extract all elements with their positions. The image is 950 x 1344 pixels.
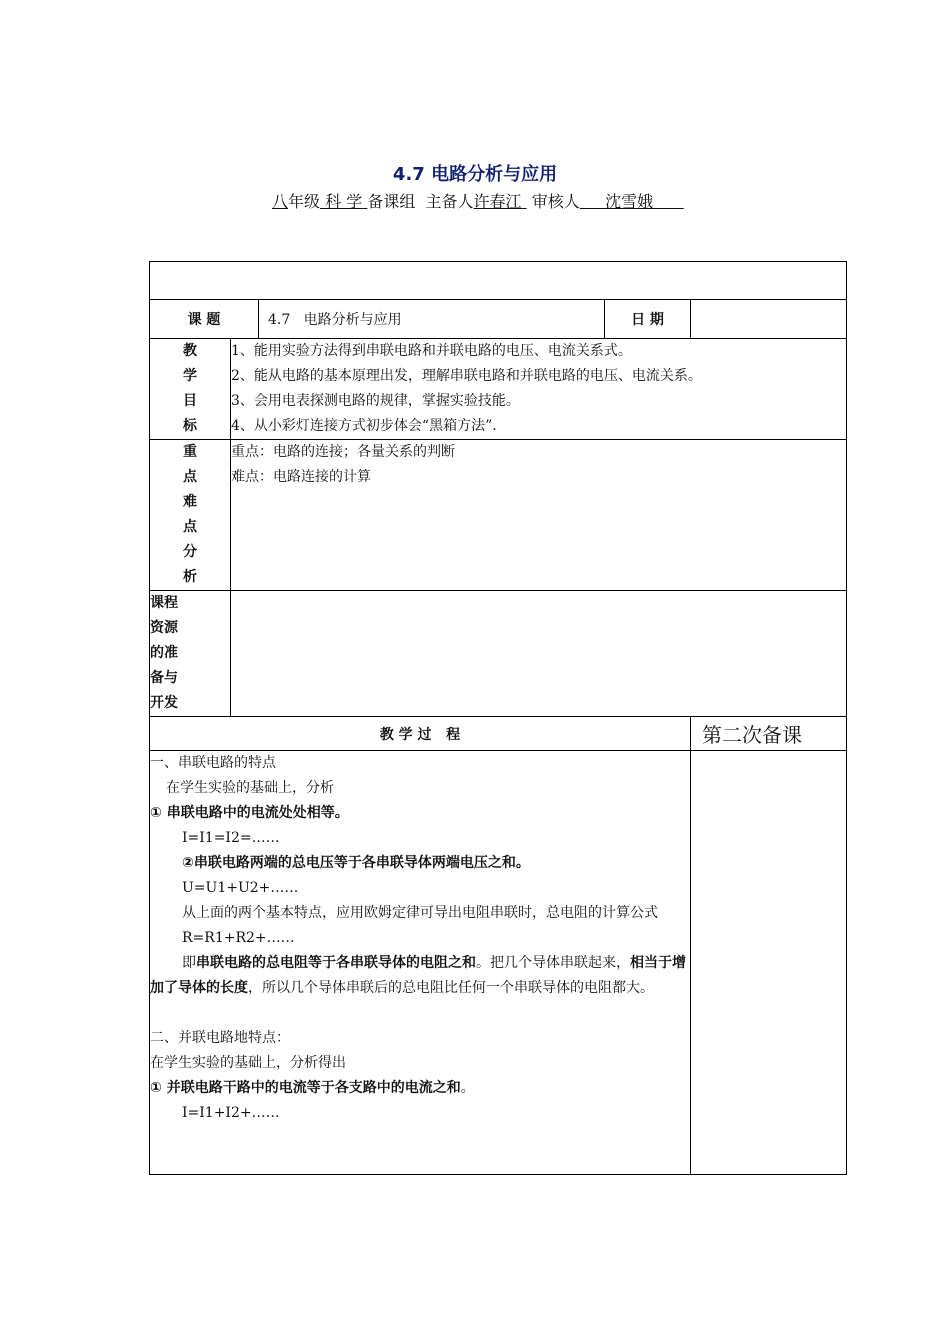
goal-item: 4、从小彩灯连接方式初步体会“黑箱方法”. [231,418,497,434]
formula: I=I1+I2+…… [182,1105,280,1121]
topic-label: 课 题 [150,300,259,339]
resources-label: 课程 资源 的准 备与 开发 [150,591,231,717]
section-title: 二、并联电路地特点： [150,1030,290,1046]
key-rule: ②串联电路两端的总电压等于各串联导体两端电压之和。 [182,855,530,871]
formula: I=I1=I2=…… [182,830,280,846]
lesson-plan-table [149,261,847,1175]
group-suffix: 备课组 [367,192,416,211]
preparer-label: 主备人 [425,192,474,211]
key-points [231,440,847,591]
date-value [691,300,847,339]
key-point-item: 重点：电路的连接；各量关系的判断 [231,444,455,460]
formula: U=U1+U2+…… [182,880,299,896]
goals-label: 教 学 目 标 [150,339,231,440]
second-prep-content [691,751,847,1175]
document-subtitle [272,189,684,212]
reviewer-name: 沈雪娥 [605,192,654,211]
blank-top-row [150,262,847,300]
resources-content [231,591,847,717]
grade-value: 八 [272,192,289,211]
spacer [150,1001,690,1026]
document-title: 4.7 电路分析与应用 [392,164,558,185]
conclusion-paragraph: 即串联电路的总电阻等于各串联导体的电阻之和。把几个导体串联起来，相当于增加了导体的长度，所以几个导体串联后的总电阻比任何一个串联导体的电阻都大。 [150,955,686,996]
teaching-process-header: 教 学 过 程 [150,717,691,751]
paragraph: 从上面的两个基本特点，应用欧姆定律可导出电阻串联时，总电阻的计算公式 [182,905,658,921]
goal-item: 2、能从电路的基本原理出发，理解串联电路和并联电路的电压、电流关系。 [231,368,702,384]
goal-item: 3、会用电表探测电路的规律，掌握实验技能。 [231,393,520,409]
subject-value: 科 学 [325,192,363,211]
goals-list [231,339,847,440]
second-prep-header: 第二次备课 [691,717,847,751]
teaching-process-content [150,751,691,1175]
section-title: 一、串联电路的特点 [150,755,276,771]
key-rule: ① 串联电路中的电流处处相等。 [150,805,349,821]
goal-item: 1、能用实验方法得到串联电路和并联电路的电压、电流关系式。 [231,343,632,359]
key-points-label: 重 点 难 点 分 析 [150,440,231,591]
grade-suffix: 年级 [288,192,321,211]
date-label: 日 期 [605,300,691,339]
preparer-name: 许春江 [473,192,522,211]
key-rule: ① 并联电路干路中的电流等于各支路中的电流之和。 [150,1080,475,1096]
paragraph: 在学生实验的基础上，分析得出 [150,1055,346,1071]
paragraph: 在学生实验的基础上，分析 [166,780,334,796]
key-point-item: 难点：电路连接的计算 [231,469,371,485]
reviewer-label: 审核人 [531,192,580,211]
formula: R=R1+R2+…… [182,930,295,946]
topic-value: 4.7 电路分析与应用 [259,300,605,339]
